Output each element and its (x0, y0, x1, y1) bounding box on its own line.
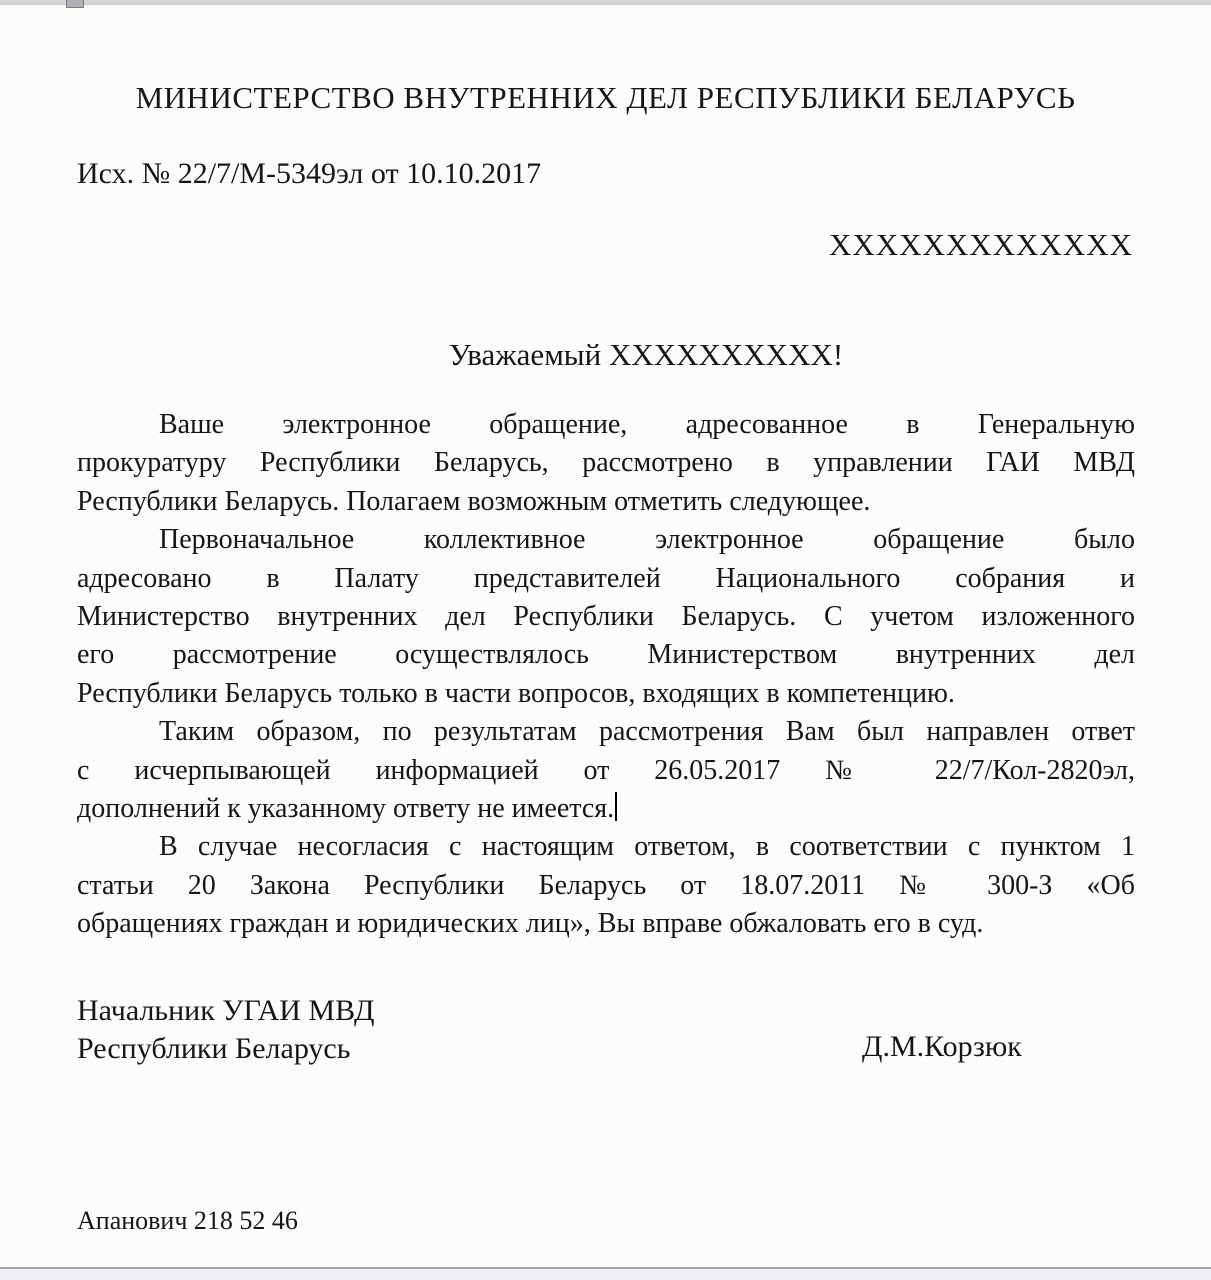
text-line[interactable]: с исчерпывающей информацией от 26.05.2017 № 22/7/Кол-2820эл, (77, 754, 1135, 786)
paragraph[interactable] (77, 521, 1135, 713)
text-line[interactable]: Республики Беларусь. Полагаем возможным отметить следующее. (77, 485, 871, 517)
addressee-line[interactable]: ХХХХХХХХХХХХХ (828, 227, 1133, 262)
outgoing-reference-line[interactable]: Исх. № 22/7/М-5349эл от 10.10.2017 (77, 157, 542, 190)
text-line[interactable]: прокуратуру Республики Беларусь, рассмотрено в управлении ГАИ МВД (77, 447, 1135, 479)
letter-body[interactable] (77, 406, 1135, 944)
paragraph[interactable] (77, 713, 1135, 828)
text-line[interactable]: Республики Беларусь только в части вопросов, входящих в компетенцию. (77, 677, 955, 709)
text-line[interactable] (77, 790, 1135, 828)
signature-block[interactable] (77, 992, 374, 1069)
signer-title-line[interactable]: Начальник УГАИ МВД (77, 994, 375, 1027)
signer-title-line[interactable]: Республики Беларусь (77, 1032, 351, 1066)
text-caret (615, 792, 617, 821)
text-line[interactable]: Ваше электронное обращение, адресованное в Генеральную (159, 409, 1135, 440)
text-line[interactable]: Таким образом, по результатам рассмотрения Вам был направлен ответ (159, 716, 1135, 748)
text-line[interactable]: статьи 20 Закона Республики Беларусь от 18.07.2011 № 300-З «Об (77, 869, 1135, 901)
signer-name[interactable]: Д.М.Корзюк (862, 1030, 1022, 1063)
text-line[interactable]: обращениях граждан и юридических лиц», Вы вправе обжаловать его в суд. (77, 908, 984, 940)
scrollbar-handle-icon[interactable] (66, 0, 84, 8)
text-line[interactable]: Первоначальное коллективное электронное обращение было (159, 524, 1135, 556)
top-scrollbar-track[interactable] (0, 0, 1211, 5)
letterhead-title[interactable]: МИНИСТЕРСТВО ВНУТРЕННИХ ДЕЛ РЕСПУБЛИКИ БЕЛАРУСЬ (135, 80, 1076, 115)
text-line[interactable]: его рассмотрение осуществлялось Министерством внутренних дел (77, 639, 1135, 671)
executor-contact-line[interactable]: Апанович 218 52 46 (77, 1206, 298, 1235)
text-line-content[interactable]: дополнений к указанному ответу не имеется. (77, 793, 615, 825)
paragraph[interactable] (77, 828, 1135, 943)
salutation-line[interactable]: Уважаемый ХХХХХХХХХХ! (448, 337, 844, 372)
paragraph[interactable] (77, 406, 1135, 521)
text-line[interactable]: адресовано в Палату представителей Национального собрания и (77, 562, 1135, 594)
text-line[interactable]: Министерство внутренних дел Республики Беларусь. С учетом изложенного (77, 601, 1135, 633)
bottom-status-strip (0, 1267, 1211, 1280)
text-line[interactable]: В случае несогласия с настоящим ответом, в соответствии с пунктом 1 (159, 831, 1135, 863)
